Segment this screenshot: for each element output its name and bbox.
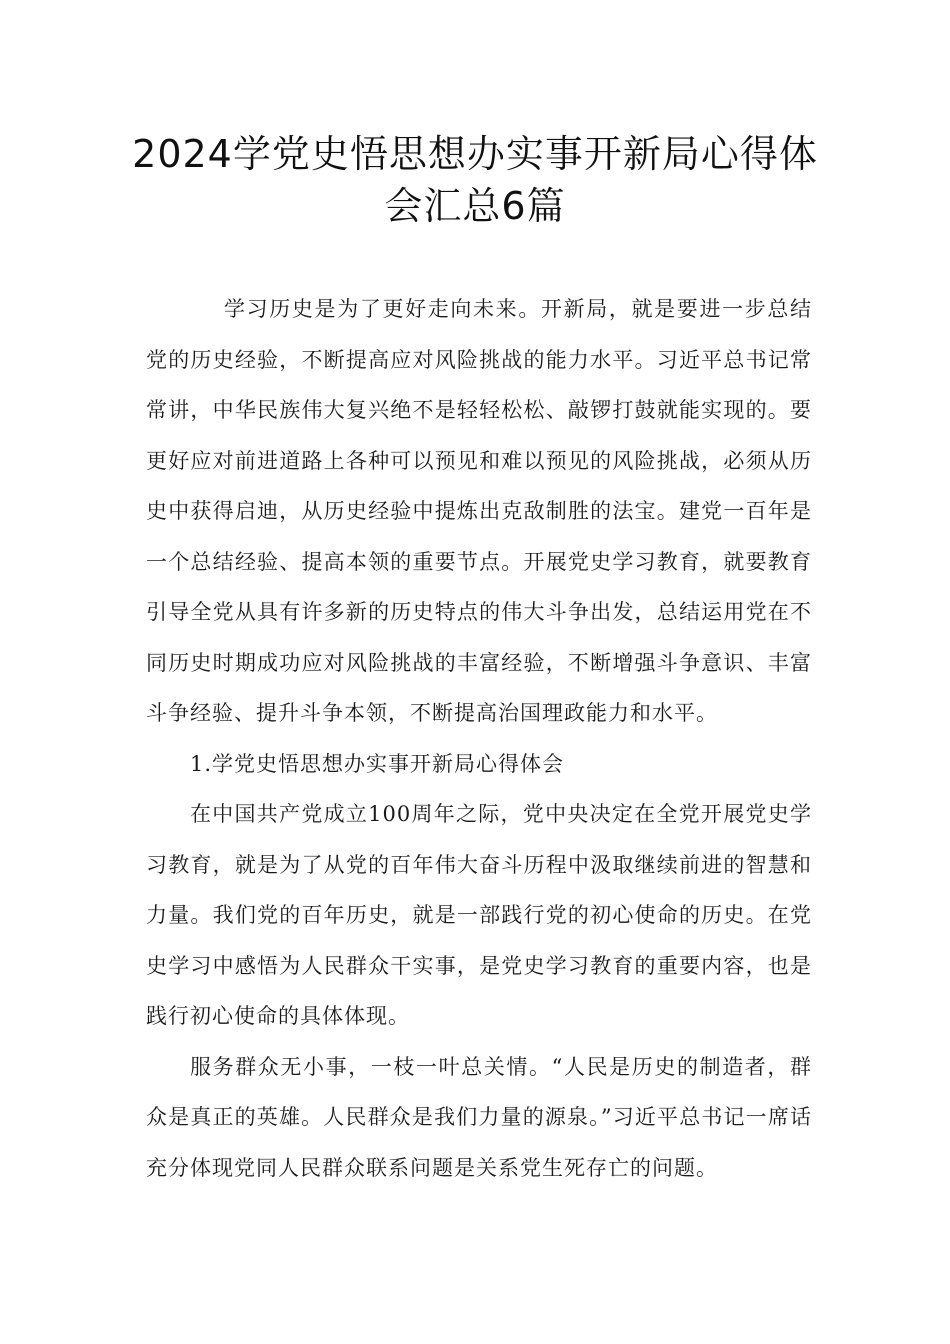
document-body xyxy=(146,284,812,1193)
title-line-1: 2024学党史悟思想办实事开新局心得体 xyxy=(132,132,818,176)
intro-paragraph: 学习历史是为了更好走向未来。开新局，就是要进一步总结党的历史经验，不断提高应对风险挑战的能力水平。习近平总书记常常讲，中华民族伟大复兴绝不是轻轻松松、敲锣打鼓就能实现的。要更好应对前进道路上各种可以预见和难以预见的风险挑战，必须从历史中获得启迪，从历史经验中提炼出克敌制胜的法宝。建党一百年是一个总结经验、提高本领的重要节点。开展党史学习教育，就要教育引导全党从具有许多新的历史特点的伟大斗争出发，总结运用党在不同历史时期成功应对风险挑战的丰富经验，不断增强斗争意识、丰富斗争经验、提升斗争本领，不断提高治国理政能力和水平。 xyxy=(146,297,812,725)
body-paragraph: 服务群众无小事，一枝一叶总关情。“人民是历史的制造者，群众是真正的英雄。人民群众是我们力量的源泉。”习近平总书记一席话充分体现党同人民群众联系问题是关系党生死存亡的问题。 xyxy=(146,1054,812,1180)
document-title xyxy=(120,128,830,232)
title-line-2: 会汇总6篇 xyxy=(384,184,566,228)
section-heading: 1.学党史悟思想办实事开新局心得体会 xyxy=(190,751,565,776)
body-paragraph: 在中国共产党成立100周年之际，党中央决定在全党开展党史学习教育，就是为了从党的百年伟大奋斗历程中汲取继续前进的智慧和力量。我们党的百年历史，就是一部践行党的初心使命的历史。在党史学习中感悟为人民群众干实事，是党史学习教育的重要内容，也是践行初心使命的具体体现。 xyxy=(146,802,812,1028)
